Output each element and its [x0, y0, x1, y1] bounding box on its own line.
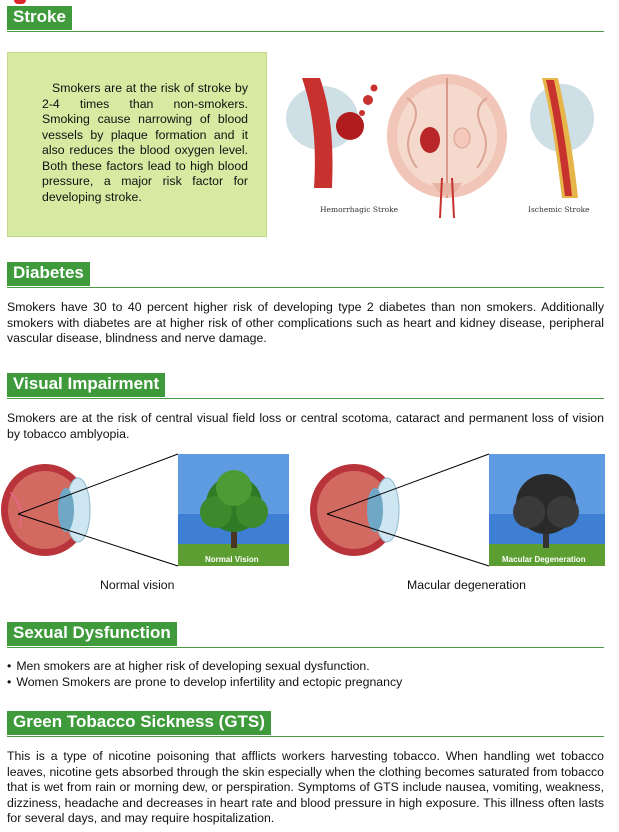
divider	[7, 287, 604, 288]
divider	[7, 647, 604, 648]
section-heading-diabetes: Diabetes	[7, 262, 90, 286]
macular-degeneration-tag: Macular Degeneration	[502, 555, 586, 564]
normal-vision-caption: Normal vision	[100, 578, 175, 592]
divider	[7, 398, 604, 399]
divider	[7, 736, 604, 737]
macular-degeneration-caption: Macular degeneration	[407, 578, 526, 592]
decorative-red-mark	[14, 0, 26, 4]
hemorrhagic-label: Hemorrhagic Stroke	[320, 205, 399, 214]
normal-vision-illustration	[0, 452, 290, 568]
gts-text: This is a type of nicotine poisoning that afflicts workers harvesting tobacco. When handling wet tobacco leaves, nicotine gets absorbed through the skin especially when the clothing becomes saturated from tobacco that is wet from rain or morning dew, or perspiration. Symptoms of GTS include nausea, vomiting, weakness, dizziness, headache and decreases in heart rate and blood pressure in high exposure. This illness often lasts for several days, and may require hospitalization.	[7, 749, 604, 825]
ischemic-label: Ischemic Stroke	[528, 205, 590, 214]
visual-impairment-text: Smokers are at the risk of central visual field loss or central scotoma, cataract and permanent loss of vision by tobacco amblyopia.	[7, 411, 604, 441]
normal-vision-tag: Normal Vision	[205, 555, 259, 564]
sexual-dysfunction-list	[7, 659, 402, 690]
list-item: • Women Smokers are prone to develop infertility and ectopic pregnancy	[7, 675, 402, 691]
macular-degeneration-illustration	[309, 452, 605, 568]
stroke-text: Smokers are at the risk of stroke by 2-4 times than non-smokers. Smoking cause narrowing of blood vessels by plaque formation and it also reduces the blood oxygen level. Both these factors lead to high blood pressure, a major risk factor for developing stroke.	[42, 81, 248, 204]
diabetes-text: Smokers have 30 to 40 percent higher risk of developing type 2 diabetes than non smokers. Additionally smokers with diabetes are at higher risk of other complications such as heart and kidney disease, peripheral vascular disease, blindness and nerve damage.	[7, 300, 604, 345]
section-heading-sexual-dysfunction: Sexual Dysfunction	[7, 622, 177, 646]
stroke-illustration	[272, 58, 608, 222]
list-item: • Men smokers are at higher risk of developing sexual dysfunction.	[7, 659, 402, 675]
section-heading-stroke: Stroke	[7, 6, 72, 30]
divider	[7, 31, 604, 32]
stroke-info-box	[7, 52, 267, 237]
section-heading-visual-impairment: Visual Impairment	[7, 373, 165, 397]
section-heading-gts: Green Tobacco Sickness (GTS)	[7, 711, 271, 735]
